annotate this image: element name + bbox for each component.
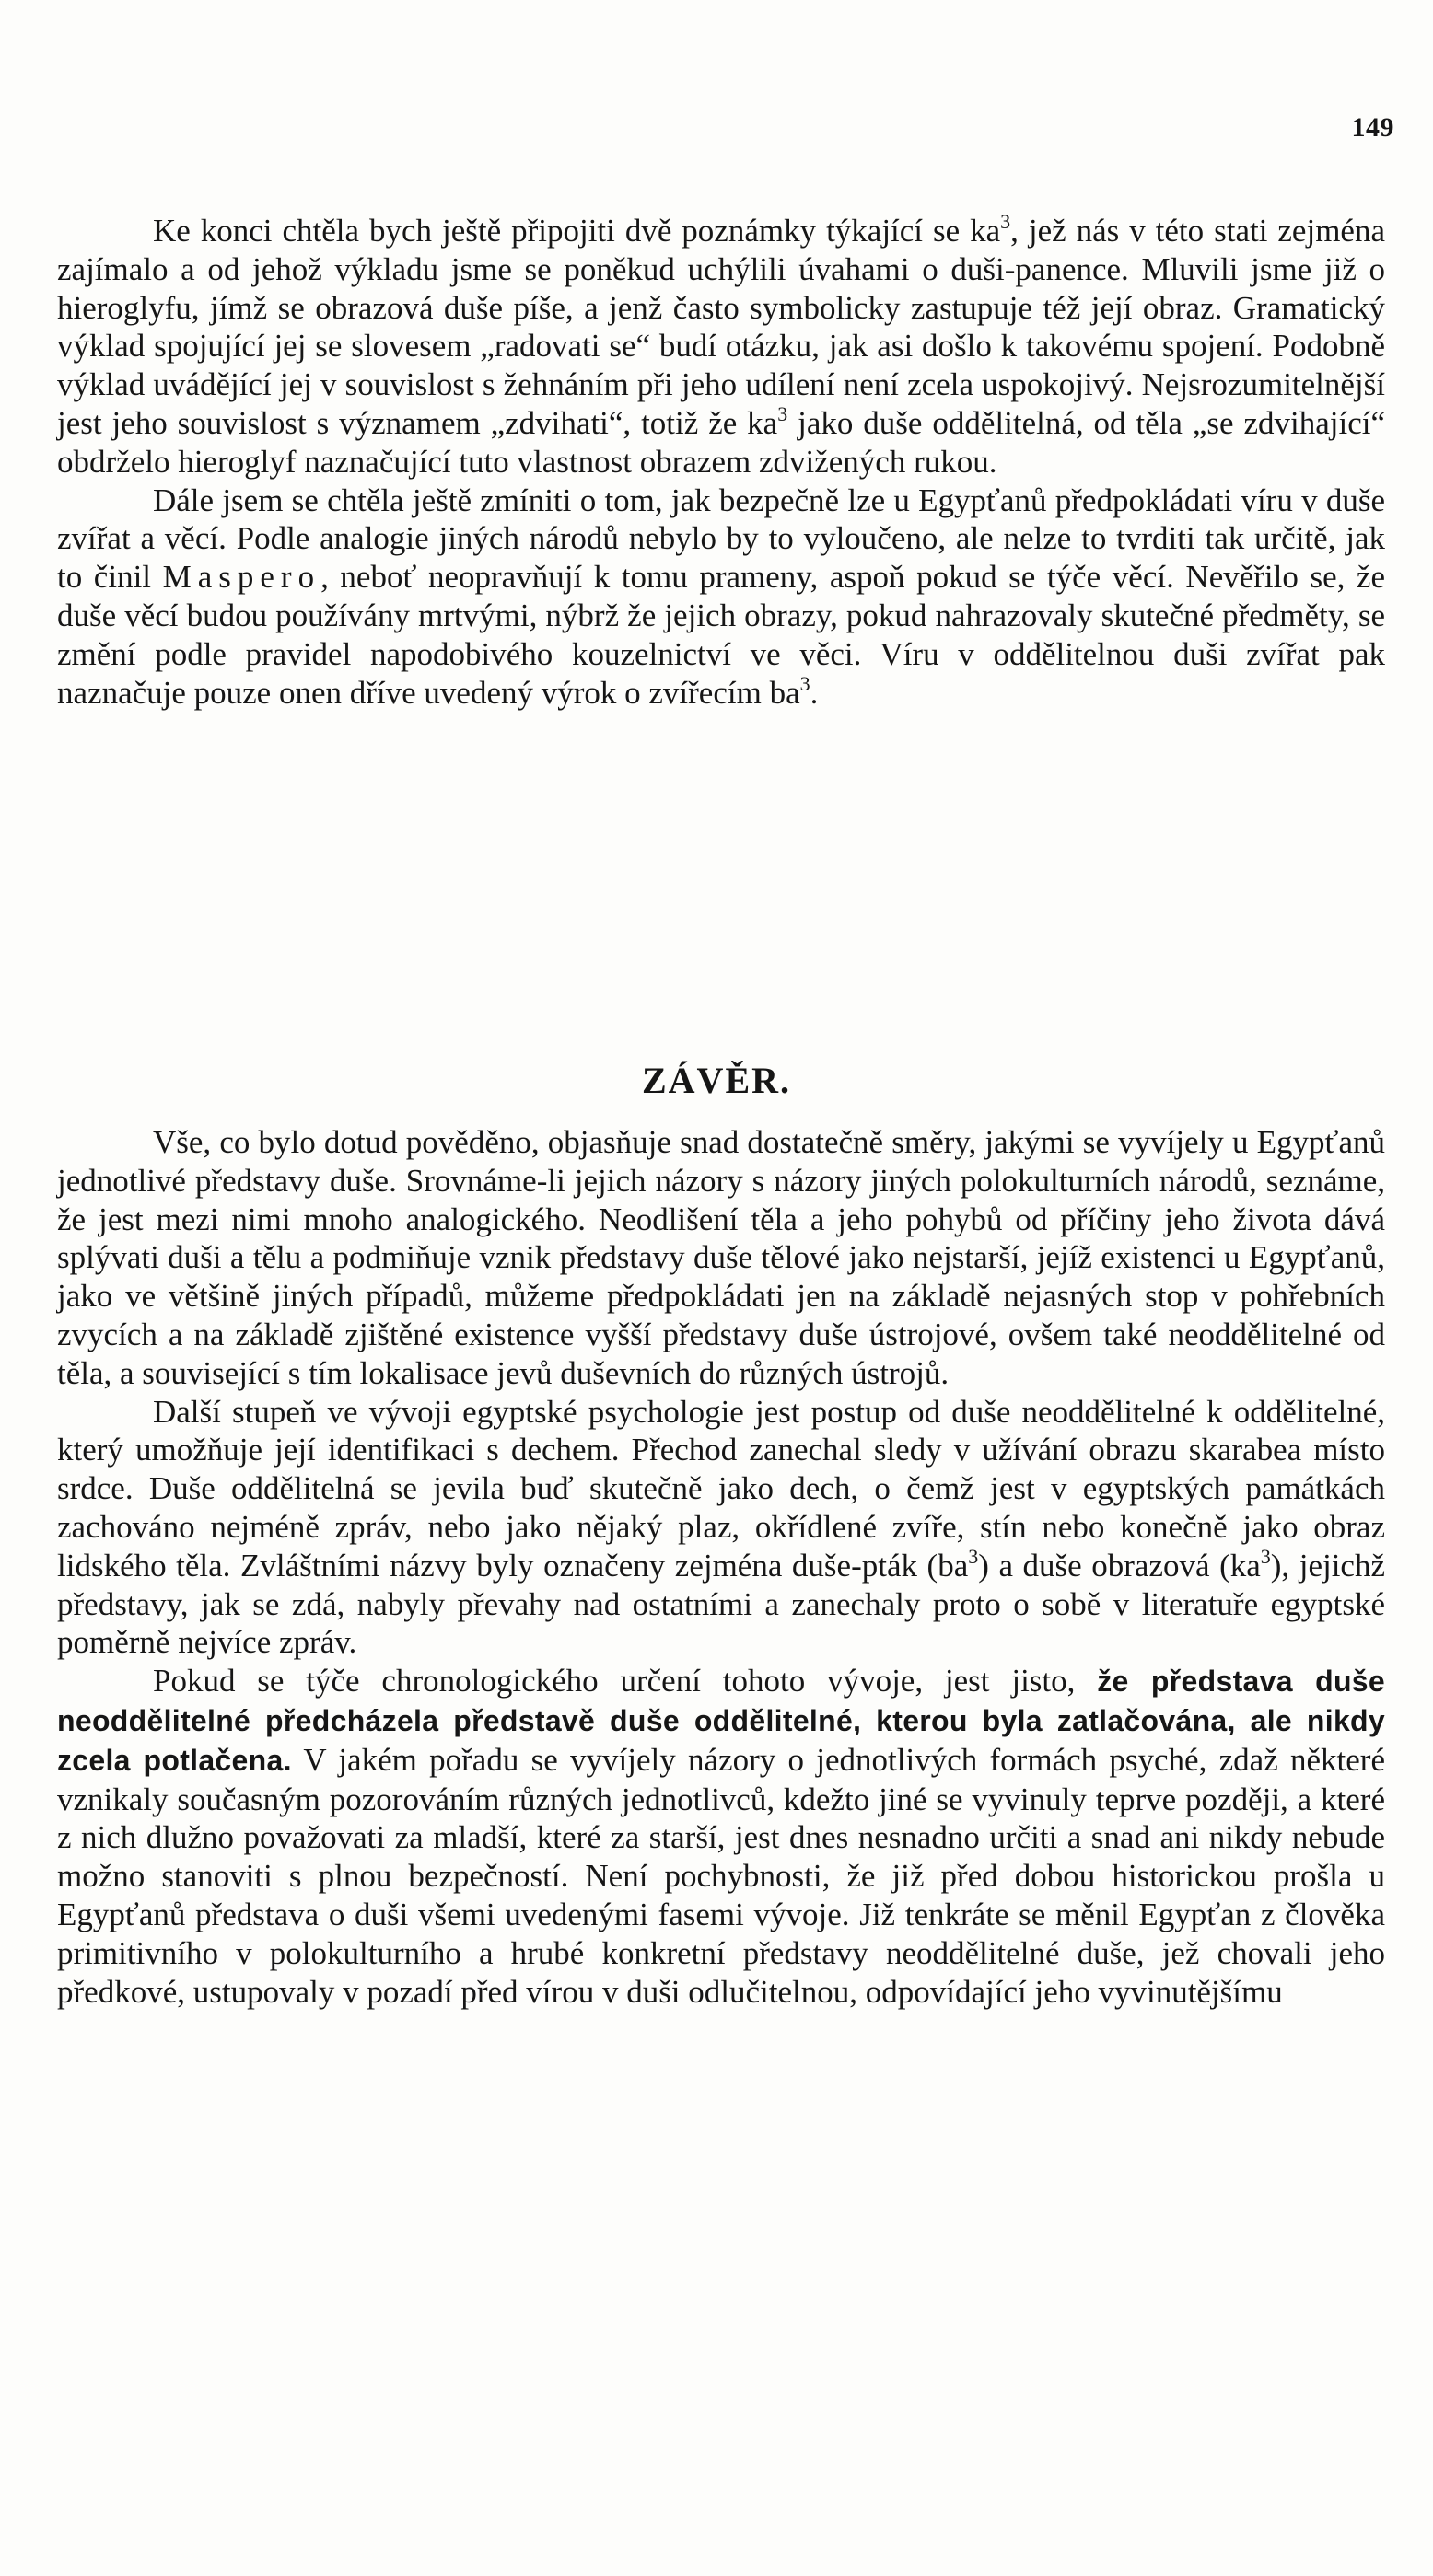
section-heading: ZÁVĚR. xyxy=(641,1060,792,1101)
text-run: ), jejichž představy, jak se zdá, nabyly převahy nad ostatními a zanechaly proto o sobě v literatuře egyptské poměrně nejvíce zpráv. xyxy=(57,1547,1386,1661)
text-run: ) a duše obrazová (ka xyxy=(978,1547,1261,1584)
superscript: 3 xyxy=(1000,210,1011,233)
superscript: 3 xyxy=(777,401,788,425)
text-run: jako duše oddělitelná, od těla „se zdvihající“ obdrželo hieroglyf naznačující tuto vlastnost obrazem zdvižených rukou. xyxy=(57,404,1385,480)
paragraph xyxy=(57,482,1385,713)
page-number: 149 xyxy=(1351,112,1394,143)
text-run: , jež nás v této stati zejména zajímalo a od jehož výkladu jsme se poněkud uchýlili úvahami o duši-panence. Mluvili jsme již o hieroglyfu, jímž se obrazová duše píše, a jenž často symbolicky zastupuje též její obraz. Gramatický výklad spojující jej se slovesem „radovati se“ budí otázku, jak asi došlo k takovému spojení. Podobně výklad uvádějící jej v souvislost s žehnáním při jeho udílení není zcela uspokojivý. Nejsrozumitelnější jest jeho souvislost s významem „zdvihati“, totiž že ka xyxy=(57,213,1385,441)
text-run: V jakém pořadu se vyvíjely názory o jednotlivých formách psyché, zdaž některé vznikaly současným pozorováním různých jednotlivců, kdežto jiné se vyvinuly teprve později, a které z nich dlužno považovati za mladší, které za starší, jest dnes nesnadno určiti a snad ani nikdy nebude možno stanoviti s plnou bezpečností. Není pochybnosti, že již před dobou historickou prošla u Egypťanů představa o duši všemi uvedenými fasemi vývoje. Již tenkráte se měnil Egypťan z člověka primitivního v polokulturního a hrubé konkretní představy neoddělitelné duše, jež chovali jeho předkové, ustupovaly v pozadí před vírou v duši odlučitelnou, odpovídající jeho vyvinutějšímu xyxy=(57,1741,1385,2010)
section-two-text xyxy=(57,1123,1385,2011)
paragraph xyxy=(57,1393,1385,1663)
paragraph xyxy=(57,212,1385,482)
author-name-spaced: Maspero xyxy=(162,559,321,596)
superscript: 3 xyxy=(799,671,810,695)
superscript: 3 xyxy=(1260,1544,1271,1568)
text-run: Další stupeň ve vývoji egyptské psychologie jest postup od duše neoddělitelné k oddělitelné, který umožňuje její identifikaci s dechem. Přechod zanechal sledy v užívání obrazu skarabea místo srdce. Duše oddělitelná se jevila buď skutečně jako dech, o čemž jest v egyptských památkách zachováno nejméně zpráv, nebo jako nějaký plaz, okřídlené zvíře, stín nebo konečně jako obraz lidského těla. Zvláštními názvy byly označeny zejména duše-pták (ba xyxy=(57,1393,1385,1584)
paragraph xyxy=(57,1662,1385,2011)
text-run: Pokud se týče chronologického určení tohoto vývoje, jest jisto, xyxy=(153,1663,1098,1700)
paragraph: Vše, co bylo dotud pověděno, objasňuje snad dostatečně směry, jakými se vyvíjely u Egypťanů jednotlivé představy duše. Srovnáme-li jejich názory s názory jiných polokulturních národů, seznáme, že jest mezi nimi mnoho analogického. Neodlišení těla a jeho pohybů od příčiny jeho života dává splývati duši a tělu a podmiňuje vznik představy duše tělové jako nejstarší, jejíž existenci u Egypťanů, jako ve většině jiných případů, můžeme předpokládati jen na základě nejasných stop v pohřebních zvycích a na základě zjištěné existence vyšší představy duše ústrojové, ovšem také neoddělitelné od těla, a související s tím lokalisace jevů duševních do různých ústrojů. xyxy=(57,1124,1385,1391)
emphasized-text: že představa duše neoddělitelné předcházela představě duše oddělitelné, kterou byla zatlačována, ale nikdy zcela potlačena. xyxy=(57,1665,1385,1777)
text-run: , neboť neopravňují k tomu prameny, aspoň pokud se týče věcí. Nevěřilo se, že duše věcí budou používány mrtvými, nýbrž že jejich obrazy, pokud nahrazovaly skutečné předměty, se změní podle pravidel napodobivého kouzelnictví ve věci. Víru v oddělitelnou duši zvířat pak naznačuje pouze onen dříve uvedený výrok o zvířecím ba xyxy=(57,559,1386,711)
text-run: . xyxy=(810,674,819,711)
superscript: 3 xyxy=(968,1544,979,1568)
section-one-text xyxy=(57,212,1385,712)
text-run: Dále jsem se chtěla ještě zmíniti o tom, jak bezpečně lze u Egypťanů předpokládati víru v duše zvířat a věcí. Podle analogie jiných národů nebylo by to vyloučeno, ale nelze to tvrditi tak určitě, jak to činil xyxy=(57,482,1385,596)
text-run: Ke konci chtěla bych ještě připojiti dvě poznámky týkající se ka xyxy=(153,213,1001,249)
